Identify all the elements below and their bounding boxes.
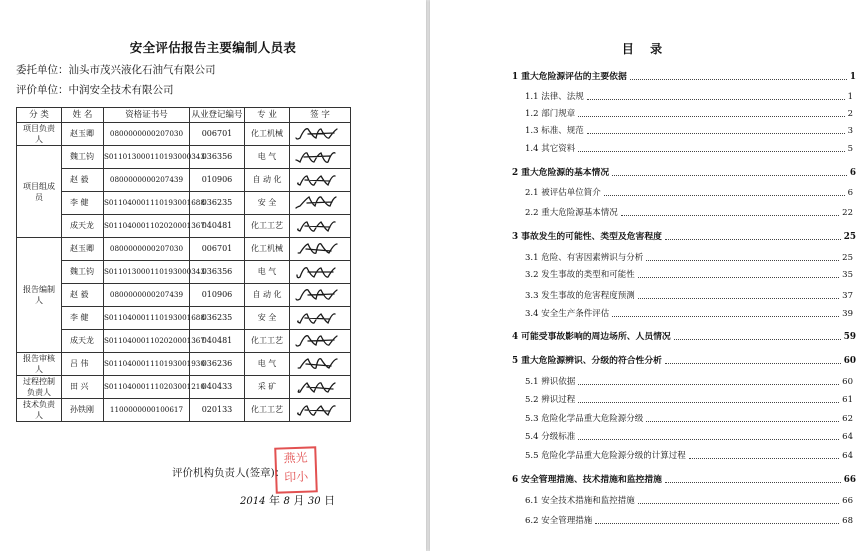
staff-table	[16, 107, 351, 422]
signature-cell	[290, 330, 351, 353]
toc-entry[interactable]	[525, 449, 853, 461]
date-month-unit: 月	[293, 494, 305, 507]
signature-cell	[290, 215, 351, 238]
handwritten-signature	[290, 126, 350, 143]
toc-entry[interactable]	[525, 251, 853, 263]
table-row	[17, 123, 351, 146]
toc-dot-leader	[630, 79, 847, 80]
toc-page-number: 66	[843, 475, 856, 485]
table-row	[17, 330, 351, 353]
date-year-unit: 年	[268, 494, 280, 507]
toc-page-number: 64	[842, 451, 853, 461]
table-row	[17, 284, 351, 307]
reg-cell: 040433	[190, 376, 245, 399]
cert-cell: S011040001110203001210	[104, 376, 190, 399]
col-cert-header: 资格证书号	[104, 108, 190, 123]
table-row	[17, 215, 351, 238]
signature-cell	[290, 353, 351, 376]
toc-page-number: 39	[842, 309, 853, 319]
reg-cell: 040481	[190, 330, 245, 353]
table-row	[17, 261, 351, 284]
toc-page-number: 62	[842, 414, 853, 424]
toc-entry[interactable]	[525, 206, 853, 218]
name-cell: 成天龙	[62, 215, 104, 238]
date-month: 8	[283, 496, 290, 507]
name-cell: 赵玉卿	[62, 123, 104, 146]
cert-cell: S011013000110193000343	[104, 261, 190, 284]
toc-entry-label: 2.1 被评估单位简介	[525, 188, 601, 198]
reg-cell: 036235	[190, 192, 245, 215]
toc-entry-label: 3 事故发生的可能性、类型及危害程度	[512, 232, 662, 242]
toc-entry-label: 2 重大危险源的基本情况	[512, 168, 610, 178]
reg-cell: 036236	[190, 353, 245, 376]
toc-page-number: 25	[842, 253, 853, 263]
signature-cell	[290, 376, 351, 399]
reg-cell: 020133	[190, 399, 245, 422]
toc-entry[interactable]	[525, 107, 853, 119]
signature-cell	[290, 146, 351, 169]
cert-cell: 0800000000207030	[104, 123, 190, 146]
table-row	[17, 146, 351, 169]
handwritten-signature	[290, 356, 350, 373]
signature-cell	[290, 399, 351, 422]
category-cell: 项目负责人	[17, 123, 62, 146]
handwritten-signature	[290, 149, 350, 166]
seal-text: 燕光印小	[283, 450, 309, 485]
toc-entry-label: 5.3 危险化学品重大危险源分级	[525, 414, 644, 424]
cert-cell: S011040001110193001688	[104, 192, 190, 215]
toc-entry[interactable]	[512, 69, 856, 82]
major-cell: 电 气	[245, 261, 290, 284]
evaluation-head-signature-label: 评价机构负责人(签章)：	[172, 467, 286, 479]
toc-page-number: 59	[843, 332, 856, 342]
toc-entry-label: 5 重大危险源辨识、分级的符合性分析	[512, 356, 662, 366]
toc-entry-label: 5.1 辨识依据	[525, 377, 576, 387]
toc-dot-leader	[612, 316, 839, 317]
col-major-header: 专 业	[245, 108, 290, 123]
toc-page-number: 22	[842, 208, 853, 218]
evaluator-line: 评价单位：中润安全技术有限公司	[16, 84, 174, 96]
name-cell: 赵玉卿	[62, 238, 104, 261]
toc-entry[interactable]	[525, 412, 853, 424]
major-cell: 采 矿	[245, 376, 290, 399]
reg-cell: 006701	[190, 238, 245, 261]
toc-page-number: 64	[842, 432, 853, 442]
major-cell: 化工机械	[245, 238, 290, 261]
toc-page-number: 5	[847, 144, 853, 154]
name-cell: 吕 伟	[62, 353, 104, 376]
reg-cell: 036235	[190, 307, 245, 330]
toc-entry[interactable]	[525, 514, 853, 526]
toc-page-number: 1	[849, 72, 856, 82]
major-cell: 自 动 化	[245, 284, 290, 307]
signature-cell	[290, 169, 351, 192]
toc-entry[interactable]	[512, 329, 856, 342]
major-cell: 安 全	[245, 192, 290, 215]
toc-title: 目 录	[621, 42, 669, 56]
name-cell: 赵 毅	[62, 284, 104, 307]
category-cell: 报告编制人	[17, 238, 62, 353]
name-cell: 成天龙	[62, 330, 104, 353]
toc-entry[interactable]	[525, 142, 853, 154]
toc-page-number: 66	[842, 496, 853, 506]
handwritten-signature	[290, 287, 350, 304]
date-day: 30	[307, 496, 321, 507]
toc-page-number: 60	[842, 377, 853, 387]
signature-cell	[290, 261, 351, 284]
cert-cell: S011040001102020001367	[104, 330, 190, 353]
toc-entry-label: 2.2 重大危险源基本情况	[525, 208, 618, 218]
toc-page-number: 61	[842, 395, 853, 405]
toc-dot-leader	[587, 99, 845, 100]
major-cell: 化工机械	[245, 123, 290, 146]
toc-dot-leader	[646, 421, 839, 422]
toc-entry[interactable]	[525, 494, 853, 506]
toc-entry[interactable]	[525, 289, 853, 301]
major-cell: 电 气	[245, 146, 290, 169]
toc-entry-label: 3.2 发生事故的类型和可能性	[525, 270, 635, 280]
handwritten-signature	[290, 379, 350, 396]
handwritten-signature	[290, 310, 350, 327]
major-cell: 电 气	[245, 353, 290, 376]
cert-cell: 1100000000100617	[104, 399, 190, 422]
staff-table-title: 安全评估报告主要编制人员表	[129, 40, 297, 55]
date-year: 2014	[240, 496, 266, 507]
toc-page-number: 6	[849, 168, 856, 178]
cert-cell: S011040001110193001930	[104, 353, 190, 376]
toc-dot-leader	[665, 239, 841, 240]
col-name-header: 姓 名	[62, 108, 104, 123]
handwritten-signature	[290, 333, 350, 350]
date-day-unit: 日	[324, 494, 336, 507]
toc-dot-leader	[612, 175, 847, 176]
toc-page-number: 6	[847, 188, 853, 198]
toc-entry[interactable]	[525, 393, 853, 405]
toc-page-number: 35	[842, 270, 853, 280]
toc-dot-leader	[578, 116, 844, 117]
handwritten-signature	[290, 241, 350, 258]
toc-dot-leader	[604, 195, 845, 196]
toc-entry[interactable]	[525, 430, 853, 442]
cert-cell: S011040001102020001367	[104, 215, 190, 238]
name-cell: 孙铁刚	[62, 399, 104, 422]
signature-cell	[290, 284, 351, 307]
major-cell: 化工工艺	[245, 215, 290, 238]
name-cell: 赵 毅	[62, 169, 104, 192]
name-cell: 李 健	[62, 307, 104, 330]
toc-dot-leader	[578, 151, 844, 152]
table-row	[17, 192, 351, 215]
toc-entry[interactable]	[512, 165, 856, 178]
category-cell: 技术负责人	[17, 399, 62, 422]
toc-entry-label: 1 重大危险源评估的主要依据	[512, 72, 627, 82]
toc-entry[interactable]	[525, 186, 853, 198]
signature-cell	[290, 307, 351, 330]
toc-entry[interactable]	[525, 375, 853, 387]
toc-page-number: 60	[843, 356, 856, 366]
toc-entry-label: 6 安全管理措施、技术措施和监控措施	[512, 475, 662, 485]
reg-cell: 036356	[190, 261, 245, 284]
name-cell: 魏工钧	[62, 261, 104, 284]
toc-entry-label: 5.5 危险化学品重大危险源分级的计算过程	[525, 451, 686, 461]
category-cell: 报告审核人	[17, 353, 62, 376]
category-cell: 过程控制负责人	[17, 376, 62, 399]
toc-page-number: 1	[847, 92, 853, 102]
toc-entry-label: 3.3 发生事故的危害程度预测	[525, 291, 635, 301]
toc-dot-leader	[638, 298, 839, 299]
cert-cell: S011040001110193001688	[104, 307, 190, 330]
toc-entry-label: 1.1 法律、法规	[525, 92, 584, 102]
toc-entry[interactable]	[525, 307, 853, 319]
handwritten-signature	[290, 402, 350, 419]
toc-entry-label: 5.2 辨识过程	[525, 395, 576, 405]
signature-cell	[290, 192, 351, 215]
toc-entry[interactable]	[512, 472, 856, 485]
toc-entry-label: 1.2 部门规章	[525, 109, 576, 119]
toc-page-number: 25	[843, 232, 856, 242]
toc-entry[interactable]	[525, 124, 853, 136]
toc-entry[interactable]	[525, 268, 853, 280]
handwritten-signature	[290, 195, 350, 212]
signature-date	[240, 492, 335, 508]
col-category-header: 分 类	[17, 108, 62, 123]
toc-dot-leader	[646, 260, 839, 261]
toc-dot-leader	[578, 384, 839, 385]
toc-page-number: 2	[847, 109, 853, 119]
reg-cell: 006701	[190, 123, 245, 146]
client-line: 委托单位：汕头市茂兴液化石油气有限公司	[16, 64, 216, 76]
signature-cell	[290, 238, 351, 261]
toc-entry-label: 5.4 分级标准	[525, 432, 576, 442]
major-cell: 化工工艺	[245, 330, 290, 353]
toc-page-number: 68	[842, 516, 853, 526]
toc-dot-leader	[587, 133, 845, 134]
signature-cell	[290, 123, 351, 146]
toc-entry-label: 4 可能受事故影响的周边场所、人员情况	[512, 332, 671, 342]
cert-cell: 0800000000207439	[104, 169, 190, 192]
table-row	[17, 307, 351, 330]
table-row	[17, 169, 351, 192]
toc-dot-leader	[621, 215, 839, 216]
toc-dot-leader	[689, 458, 839, 459]
major-cell: 化工工艺	[245, 399, 290, 422]
name-cell: 魏工钧	[62, 146, 104, 169]
table-row	[17, 353, 351, 376]
reg-cell: 040481	[190, 215, 245, 238]
reg-cell: 010906	[190, 169, 245, 192]
name-cell: 李 健	[62, 192, 104, 215]
toc-entry-label: 1.3 标准、规范	[525, 126, 584, 136]
toc-entry[interactable]	[525, 90, 853, 102]
toc-dot-leader	[578, 439, 839, 440]
table-row	[17, 238, 351, 261]
toc-entry-label: 3.1 危险、有害因素辨识与分析	[525, 253, 644, 263]
reg-cell: 036356	[190, 146, 245, 169]
handwritten-signature	[290, 218, 350, 235]
major-cell: 自 动 化	[245, 169, 290, 192]
toc-dot-leader	[578, 402, 839, 403]
toc-page-number: 37	[842, 291, 853, 301]
toc-dot-leader	[674, 339, 841, 340]
cert-cell: S011013000110193000343	[104, 146, 190, 169]
handwritten-signature	[290, 264, 350, 281]
cert-cell: 0800000000207030	[104, 238, 190, 261]
reg-cell: 010906	[190, 284, 245, 307]
toc-dot-leader	[638, 503, 839, 504]
table-row	[17, 376, 351, 399]
toc-entry[interactable]	[512, 229, 856, 242]
name-cell: 田 兴	[62, 376, 104, 399]
toc-entry-label: 6.1 安全技术措施和监控措施	[525, 496, 635, 506]
toc-entry[interactable]	[512, 353, 856, 366]
major-cell: 安 全	[245, 307, 290, 330]
col-signature-header: 签 字	[290, 108, 351, 123]
toc-dot-leader	[665, 482, 841, 483]
table-row	[17, 399, 351, 422]
toc-entry-label: 1.4 其它资料	[525, 144, 576, 154]
toc-dot-leader	[638, 277, 839, 278]
toc-page-number: 3	[847, 126, 853, 136]
col-reg-header: 从业登记编号	[190, 108, 245, 123]
cert-cell: 0800000000207439	[104, 284, 190, 307]
toc-dot-leader	[595, 523, 839, 524]
toc-dot-leader	[665, 363, 841, 364]
staff-table-header-row	[17, 108, 351, 123]
toc-entry-label: 6.2 安全管理措施	[525, 516, 593, 526]
handwritten-signature	[290, 172, 350, 189]
category-cell: 项目组成员	[17, 146, 62, 238]
toc-entry-label: 3.4 安全生产条件评估	[525, 309, 610, 319]
